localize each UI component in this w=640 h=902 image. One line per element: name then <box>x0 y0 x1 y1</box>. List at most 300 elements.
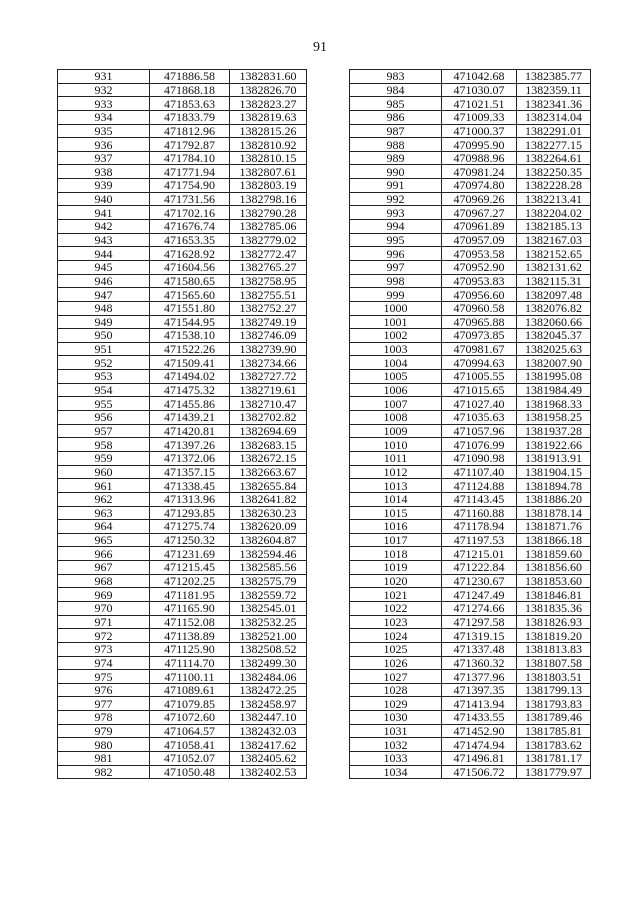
point-number-cell: 1022 <box>350 601 442 615</box>
point-number-cell: 1026 <box>350 656 442 670</box>
table-row <box>350 274 591 288</box>
x-coordinate-cell: 471702.16 <box>150 206 230 220</box>
table-row <box>58 370 307 384</box>
table-row <box>58 752 307 766</box>
y-coordinate-cell: 1382264.61 <box>517 151 591 165</box>
table-row <box>350 288 591 302</box>
point-number-cell: 1014 <box>350 492 442 506</box>
y-coordinate-cell: 1382213.41 <box>517 192 591 206</box>
y-coordinate-cell: 1382025.63 <box>517 342 591 356</box>
y-coordinate-cell: 1382499.30 <box>230 656 307 670</box>
point-number-cell: 952 <box>58 356 150 370</box>
table-row <box>58 220 307 234</box>
x-coordinate-cell: 471178.94 <box>442 520 517 534</box>
point-number-cell: 994 <box>350 220 442 234</box>
point-number-cell: 984 <box>350 83 442 97</box>
table-row <box>350 247 591 261</box>
table-row <box>350 260 591 274</box>
x-coordinate-cell: 471377.96 <box>442 670 517 684</box>
page-number: 91 <box>313 40 327 55</box>
point-number-cell: 962 <box>58 492 150 506</box>
point-number-cell: 980 <box>58 738 150 752</box>
x-coordinate-cell: 471439.21 <box>150 411 230 425</box>
point-number-cell: 1005 <box>350 370 442 384</box>
x-coordinate-cell: 470956.60 <box>442 288 517 302</box>
table-row <box>350 397 591 411</box>
table-row <box>350 656 591 670</box>
y-coordinate-cell: 1382790.28 <box>230 206 307 220</box>
x-coordinate-cell: 471319.15 <box>442 629 517 643</box>
x-coordinate-cell: 471021.51 <box>442 97 517 111</box>
table-row <box>58 97 307 111</box>
table-row <box>350 492 591 506</box>
y-coordinate-cell: 1382060.66 <box>517 315 591 329</box>
y-coordinate-cell: 1382755.51 <box>230 288 307 302</box>
y-coordinate-cell: 1382131.62 <box>517 260 591 274</box>
point-number-cell: 947 <box>58 288 150 302</box>
y-coordinate-cell: 1382752.27 <box>230 301 307 315</box>
y-coordinate-cell: 1381785.81 <box>517 724 591 738</box>
y-coordinate-cell: 1382819.63 <box>230 110 307 124</box>
x-coordinate-cell: 471496.81 <box>442 752 517 766</box>
y-coordinate-cell: 1381958.25 <box>517 411 591 425</box>
x-coordinate-cell: 471551.80 <box>150 301 230 315</box>
point-number-cell: 967 <box>58 561 150 575</box>
table-row <box>58 110 307 124</box>
x-coordinate-cell: 471544.95 <box>150 315 230 329</box>
point-number-cell: 988 <box>350 138 442 152</box>
table-row <box>58 574 307 588</box>
table-row <box>58 451 307 465</box>
point-number-cell: 1017 <box>350 533 442 547</box>
point-number-cell: 1020 <box>350 574 442 588</box>
table-row <box>350 724 591 738</box>
x-coordinate-cell: 471181.95 <box>150 588 230 602</box>
y-coordinate-cell: 1382228.28 <box>517 179 591 193</box>
table-row <box>58 260 307 274</box>
table-row <box>350 165 591 179</box>
y-coordinate-cell: 1382575.79 <box>230 574 307 588</box>
point-number-cell: 975 <box>58 670 150 684</box>
point-number-cell: 1027 <box>350 670 442 684</box>
point-number-cell: 955 <box>58 397 150 411</box>
point-number-cell: 1015 <box>350 506 442 520</box>
point-number-cell: 954 <box>58 383 150 397</box>
point-number-cell: 978 <box>58 711 150 725</box>
y-coordinate-cell: 1381789.46 <box>517 711 591 725</box>
point-number-cell: 972 <box>58 629 150 643</box>
x-coordinate-cell: 471397.35 <box>442 683 517 697</box>
y-coordinate-cell: 1382710.47 <box>230 397 307 411</box>
y-coordinate-cell: 1381807.58 <box>517 656 591 670</box>
x-coordinate-cell: 470965.88 <box>442 315 517 329</box>
table-row <box>58 683 307 697</box>
table-row <box>350 738 591 752</box>
point-number-cell: 1001 <box>350 315 442 329</box>
point-number-cell: 1024 <box>350 629 442 643</box>
point-number-cell: 959 <box>58 451 150 465</box>
x-coordinate-cell: 470957.09 <box>442 233 517 247</box>
table-row <box>58 206 307 220</box>
y-coordinate-cell: 1382204.02 <box>517 206 591 220</box>
point-number-cell: 991 <box>350 179 442 193</box>
point-number-cell: 976 <box>58 683 150 697</box>
table-row <box>58 124 307 138</box>
x-coordinate-cell: 471197.53 <box>442 533 517 547</box>
y-coordinate-cell: 1382432.03 <box>230 724 307 738</box>
x-coordinate-cell: 470981.67 <box>442 342 517 356</box>
y-coordinate-cell: 1381937.28 <box>517 424 591 438</box>
x-coordinate-cell: 471202.25 <box>150 574 230 588</box>
x-coordinate-cell: 471230.67 <box>442 574 517 588</box>
table-row <box>58 83 307 97</box>
y-coordinate-cell: 1382719.61 <box>230 383 307 397</box>
y-coordinate-cell: 1381803.51 <box>517 670 591 684</box>
point-number-cell: 934 <box>58 110 150 124</box>
y-coordinate-cell: 1381984.49 <box>517 383 591 397</box>
table-row <box>58 179 307 193</box>
point-number-cell: 989 <box>350 151 442 165</box>
table-row <box>58 411 307 425</box>
x-coordinate-cell: 471009.33 <box>442 110 517 124</box>
table-row <box>350 561 591 575</box>
x-coordinate-cell: 471360.32 <box>442 656 517 670</box>
x-coordinate-cell: 470981.24 <box>442 165 517 179</box>
table-row <box>350 438 591 452</box>
table-row <box>350 70 591 84</box>
y-coordinate-cell: 1382447.10 <box>230 711 307 725</box>
point-number-cell: 1002 <box>350 329 442 343</box>
x-coordinate-cell: 470961.89 <box>442 220 517 234</box>
table-row <box>350 110 591 124</box>
table-row <box>58 274 307 288</box>
table-row <box>58 656 307 670</box>
point-number-cell: 965 <box>58 533 150 547</box>
x-coordinate-cell: 471165.90 <box>150 601 230 615</box>
x-coordinate-cell: 471580.65 <box>150 274 230 288</box>
table-row <box>58 697 307 711</box>
point-number-cell: 956 <box>58 411 150 425</box>
y-coordinate-cell: 1381835.36 <box>517 601 591 615</box>
point-number-cell: 993 <box>350 206 442 220</box>
x-coordinate-cell: 471143.45 <box>442 492 517 506</box>
x-coordinate-cell: 471160.88 <box>442 506 517 520</box>
y-coordinate-cell: 1381878.14 <box>517 506 591 520</box>
y-coordinate-cell: 1381799.13 <box>517 683 591 697</box>
table-row <box>350 138 591 152</box>
table-row <box>350 97 591 111</box>
table-row <box>350 233 591 247</box>
point-number-cell: 1010 <box>350 438 442 452</box>
table-row <box>350 370 591 384</box>
point-number-cell: 1003 <box>350 342 442 356</box>
y-coordinate-cell: 1381866.18 <box>517 533 591 547</box>
y-coordinate-cell: 1382758.95 <box>230 274 307 288</box>
y-coordinate-cell: 1382185.13 <box>517 220 591 234</box>
x-coordinate-cell: 471313.96 <box>150 492 230 506</box>
table-row <box>58 520 307 534</box>
point-number-cell: 1016 <box>350 520 442 534</box>
y-coordinate-cell: 1382826.70 <box>230 83 307 97</box>
point-number-cell: 1018 <box>350 547 442 561</box>
x-coordinate-cell: 471250.32 <box>150 533 230 547</box>
table-row <box>58 479 307 493</box>
table-row <box>350 220 591 234</box>
y-coordinate-cell: 1382559.72 <box>230 588 307 602</box>
coordinate-table-right <box>349 69 591 779</box>
y-coordinate-cell: 1382250.35 <box>517 165 591 179</box>
point-number-cell: 942 <box>58 220 150 234</box>
y-coordinate-cell: 1382097.48 <box>517 288 591 302</box>
x-coordinate-cell: 471357.15 <box>150 465 230 479</box>
x-coordinate-cell: 471090.98 <box>442 451 517 465</box>
y-coordinate-cell: 1382152.65 <box>517 247 591 261</box>
table-row <box>58 70 307 84</box>
y-coordinate-cell: 1382115.31 <box>517 274 591 288</box>
table-row <box>58 561 307 575</box>
x-coordinate-cell: 470988.96 <box>442 151 517 165</box>
point-number-cell: 1025 <box>350 642 442 656</box>
y-coordinate-cell: 1382314.04 <box>517 110 591 124</box>
table-row <box>58 765 307 779</box>
table-row <box>350 642 591 656</box>
point-number-cell: 1006 <box>350 383 442 397</box>
point-number-cell: 982 <box>58 765 150 779</box>
point-number-cell: 948 <box>58 301 150 315</box>
point-number-cell: 1007 <box>350 397 442 411</box>
table-row <box>350 533 591 547</box>
x-coordinate-cell: 470953.58 <box>442 247 517 261</box>
table-row <box>350 765 591 779</box>
table-row <box>58 588 307 602</box>
table-row <box>58 383 307 397</box>
point-number-cell: 936 <box>58 138 150 152</box>
y-coordinate-cell: 1381913.91 <box>517 451 591 465</box>
point-number-cell: 998 <box>350 274 442 288</box>
point-number-cell: 932 <box>58 83 150 97</box>
y-coordinate-cell: 1382663.67 <box>230 465 307 479</box>
table-row <box>350 206 591 220</box>
coordinate-table-left <box>57 69 307 779</box>
table-row <box>58 342 307 356</box>
point-number-cell: 987 <box>350 124 442 138</box>
y-coordinate-cell: 1382803.19 <box>230 179 307 193</box>
x-coordinate-cell: 471064.57 <box>150 724 230 738</box>
table-row <box>58 329 307 343</box>
x-coordinate-cell: 471628.92 <box>150 247 230 261</box>
x-coordinate-cell: 470973.85 <box>442 329 517 343</box>
x-coordinate-cell: 470994.63 <box>442 356 517 370</box>
x-coordinate-cell: 470974.80 <box>442 179 517 193</box>
y-coordinate-cell: 1381793.83 <box>517 697 591 711</box>
table-row <box>350 301 591 315</box>
y-coordinate-cell: 1381783.62 <box>517 738 591 752</box>
y-coordinate-cell: 1382417.62 <box>230 738 307 752</box>
point-number-cell: 968 <box>58 574 150 588</box>
point-number-cell: 946 <box>58 274 150 288</box>
y-coordinate-cell: 1382076.82 <box>517 301 591 315</box>
point-number-cell: 995 <box>350 233 442 247</box>
table-row <box>58 356 307 370</box>
x-coordinate-cell: 471000.37 <box>442 124 517 138</box>
x-coordinate-cell: 471215.45 <box>150 561 230 575</box>
x-coordinate-cell: 471042.68 <box>442 70 517 84</box>
y-coordinate-cell: 1382291.01 <box>517 124 591 138</box>
point-number-cell: 981 <box>58 752 150 766</box>
y-coordinate-cell: 1382508.52 <box>230 642 307 656</box>
table-row <box>350 451 591 465</box>
x-coordinate-cell: 471152.08 <box>150 615 230 629</box>
table-row <box>350 192 591 206</box>
table-row <box>58 397 307 411</box>
x-coordinate-cell: 471050.48 <box>150 765 230 779</box>
y-coordinate-cell: 1382672.15 <box>230 451 307 465</box>
x-coordinate-cell: 471293.85 <box>150 506 230 520</box>
table-row <box>58 233 307 247</box>
x-coordinate-cell: 471275.74 <box>150 520 230 534</box>
table-row <box>350 83 591 97</box>
y-coordinate-cell: 1381781.17 <box>517 752 591 766</box>
y-coordinate-cell: 1382810.15 <box>230 151 307 165</box>
point-number-cell: 1028 <box>350 683 442 697</box>
point-number-cell: 1019 <box>350 561 442 575</box>
x-coordinate-cell: 471452.90 <box>442 724 517 738</box>
table-row <box>350 506 591 520</box>
x-coordinate-cell: 470952.90 <box>442 260 517 274</box>
table-row <box>58 438 307 452</box>
y-coordinate-cell: 1381859.60 <box>517 547 591 561</box>
y-coordinate-cell: 1382405.62 <box>230 752 307 766</box>
table-row <box>58 301 307 315</box>
y-coordinate-cell: 1382359.11 <box>517 83 591 97</box>
x-coordinate-cell: 471100.11 <box>150 670 230 684</box>
y-coordinate-cell: 1381853.60 <box>517 574 591 588</box>
y-coordinate-cell: 1381819.20 <box>517 629 591 643</box>
y-coordinate-cell: 1382765.27 <box>230 260 307 274</box>
point-number-cell: 1012 <box>350 465 442 479</box>
x-coordinate-cell: 471125.90 <box>150 642 230 656</box>
y-coordinate-cell: 1382630.23 <box>230 506 307 520</box>
x-coordinate-cell: 471231.69 <box>150 547 230 561</box>
y-coordinate-cell: 1382484.06 <box>230 670 307 684</box>
x-coordinate-cell: 471509.41 <box>150 356 230 370</box>
y-coordinate-cell: 1382734.66 <box>230 356 307 370</box>
y-coordinate-cell: 1382823.27 <box>230 97 307 111</box>
x-coordinate-cell: 471107.40 <box>442 465 517 479</box>
x-coordinate-cell: 470953.83 <box>442 274 517 288</box>
x-coordinate-cell: 471076.99 <box>442 438 517 452</box>
y-coordinate-cell: 1382810.92 <box>230 138 307 152</box>
point-number-cell: 939 <box>58 179 150 193</box>
y-coordinate-cell: 1381894.78 <box>517 479 591 493</box>
point-number-cell: 935 <box>58 124 150 138</box>
point-number-cell: 931 <box>58 70 150 84</box>
x-coordinate-cell: 471027.40 <box>442 397 517 411</box>
table-row <box>58 629 307 643</box>
point-number-cell: 977 <box>58 697 150 711</box>
y-coordinate-cell: 1382683.15 <box>230 438 307 452</box>
y-coordinate-cell: 1382772.47 <box>230 247 307 261</box>
point-number-cell: 974 <box>58 656 150 670</box>
table-row <box>350 697 591 711</box>
x-coordinate-cell: 471604.56 <box>150 260 230 274</box>
table-row <box>58 670 307 684</box>
point-number-cell: 941 <box>58 206 150 220</box>
x-coordinate-cell: 470960.58 <box>442 301 517 315</box>
x-coordinate-cell: 471274.66 <box>442 601 517 615</box>
table-row <box>58 192 307 206</box>
y-coordinate-cell: 1381856.60 <box>517 561 591 575</box>
y-coordinate-cell: 1381871.76 <box>517 520 591 534</box>
y-coordinate-cell: 1381813.83 <box>517 642 591 656</box>
y-coordinate-cell: 1382798.16 <box>230 192 307 206</box>
point-number-cell: 986 <box>350 110 442 124</box>
point-number-cell: 996 <box>350 247 442 261</box>
x-coordinate-cell: 471057.96 <box>442 424 517 438</box>
table-row <box>350 342 591 356</box>
y-coordinate-cell: 1382045.37 <box>517 329 591 343</box>
y-coordinate-cell: 1382815.26 <box>230 124 307 138</box>
y-coordinate-cell: 1381779.97 <box>517 765 591 779</box>
table-row <box>350 601 591 615</box>
table-row <box>350 588 591 602</box>
table-row <box>350 356 591 370</box>
x-coordinate-cell: 471455.86 <box>150 397 230 411</box>
x-coordinate-cell: 471565.60 <box>150 288 230 302</box>
point-number-cell: 958 <box>58 438 150 452</box>
x-coordinate-cell: 471420.81 <box>150 424 230 438</box>
y-coordinate-cell: 1381922.66 <box>517 438 591 452</box>
table-row <box>58 615 307 629</box>
table-row <box>58 288 307 302</box>
x-coordinate-cell: 470969.26 <box>442 192 517 206</box>
y-coordinate-cell: 1382385.77 <box>517 70 591 84</box>
x-coordinate-cell: 471114.70 <box>150 656 230 670</box>
y-coordinate-cell: 1382785.06 <box>230 220 307 234</box>
point-number-cell: 1031 <box>350 724 442 738</box>
x-coordinate-cell: 471015.65 <box>442 383 517 397</box>
x-coordinate-cell: 471812.96 <box>150 124 230 138</box>
table-row <box>58 165 307 179</box>
table-row <box>58 533 307 547</box>
table-row <box>350 329 591 343</box>
x-coordinate-cell: 471413.94 <box>442 697 517 711</box>
x-coordinate-cell: 470995.90 <box>442 138 517 152</box>
point-number-cell: 963 <box>58 506 150 520</box>
table-row <box>350 179 591 193</box>
point-number-cell: 999 <box>350 288 442 302</box>
y-coordinate-cell: 1382831.60 <box>230 70 307 84</box>
y-coordinate-cell: 1382167.03 <box>517 233 591 247</box>
point-number-cell: 1034 <box>350 765 442 779</box>
x-coordinate-cell: 471886.58 <box>150 70 230 84</box>
x-coordinate-cell: 471433.55 <box>442 711 517 725</box>
point-number-cell: 990 <box>350 165 442 179</box>
point-number-cell: 966 <box>58 547 150 561</box>
x-coordinate-cell: 471089.61 <box>150 683 230 697</box>
point-number-cell: 1008 <box>350 411 442 425</box>
y-coordinate-cell: 1382341.36 <box>517 97 591 111</box>
x-coordinate-cell: 471653.35 <box>150 233 230 247</box>
point-number-cell: 961 <box>58 479 150 493</box>
y-coordinate-cell: 1382532.25 <box>230 615 307 629</box>
table-row <box>350 383 591 397</box>
point-number-cell: 992 <box>350 192 442 206</box>
y-coordinate-cell: 1382655.84 <box>230 479 307 493</box>
point-number-cell: 957 <box>58 424 150 438</box>
point-number-cell: 997 <box>350 260 442 274</box>
x-coordinate-cell: 471475.32 <box>150 383 230 397</box>
